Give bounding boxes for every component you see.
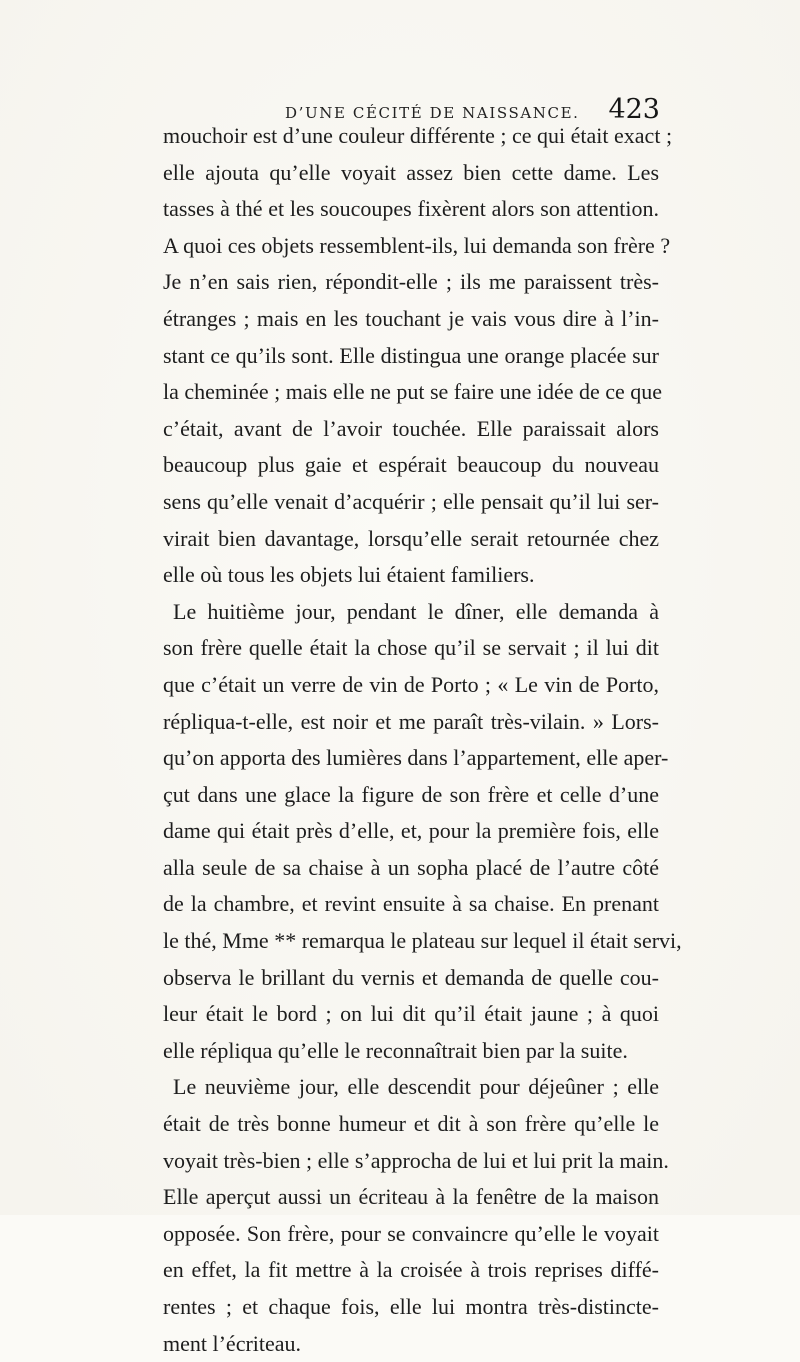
text-line: elle où tous les objets lui étaient familiers. <box>163 562 535 588</box>
text-line: çut dans une glace la figure de son frère et celle d’une <box>163 781 659 807</box>
text-line: beaucoup plus gaie et espérait beaucoup du nouveau <box>163 452 659 478</box>
text-line: Le huitième jour, pendant le dîner, elle demanda à <box>173 598 659 624</box>
text-line: opposée. Son frère, pour se convaincre qu’elle le voyait <box>163 1220 659 1246</box>
text-line: sens qu’elle venait d’acquérir ; elle pensait qu’il lui ser- <box>163 488 659 514</box>
text-line: leur était le bord ; on lui dit qu’il était jaune ; à quoi <box>163 1001 659 1027</box>
body-text <box>163 118 682 1362</box>
text-line: tasses à thé et les soucoupes fixèrent alors son attention. <box>163 196 659 222</box>
text-line: que c’était un verre de vin de Porto ; « Le vin de Porto, <box>163 671 659 697</box>
text-line: ment l’écriteau. <box>163 1330 302 1356</box>
text-line: Elle aperçut aussi un écriteau à la fenêtre de la maison <box>163 1184 659 1210</box>
text-line: la cheminée ; mais elle ne put se faire une idée de ce que <box>163 379 663 405</box>
text-line: qu’on apporta des lumières dans l’appartement, elle aper- <box>163 745 669 771</box>
text-line: Je n’en sais rien, répondit-elle ; ils me paraissent très- <box>163 269 659 295</box>
page-number: 423 <box>608 94 660 125</box>
text-line: elle répliqua qu’elle le reconnaîtrait bien par la suite. <box>163 1037 628 1063</box>
text-line: elle ajouta qu’elle voyait assez bien cette dame. Les <box>163 159 659 185</box>
text-line: rentes ; et chaque fois, elle lui montra très-distincte- <box>163 1294 659 1319</box>
text-line: A quoi ces objets ressemblent-ils, lui demanda son frère ? <box>163 232 671 258</box>
page-header <box>160 78 660 125</box>
text-line: virait bien davantage, lorsqu’elle serait retournée chez <box>163 525 659 551</box>
text-line: étranges ; mais en les touchant je vais vous dire à l’in- <box>163 305 659 331</box>
running-head: D’UNE CÉCITÉ DE NAISSANCE. <box>285 104 580 122</box>
text-line: Le neuvième jour, elle descendit pour déjeûner ; elle <box>173 1074 659 1100</box>
text-line: en effet, la fit mettre à la croisée à trois reprises diffé- <box>163 1257 659 1283</box>
text-line: voyait très-bien ; elle s’approcha de lui et lui prit la main. <box>163 1147 669 1173</box>
text-line: était de très bonne humeur et dit à son frère qu’elle le <box>163 1111 659 1137</box>
text-line: son frère quelle était la chose qu’il se servait ; il lui dit <box>163 635 659 661</box>
text-line: alla seule de sa chaise à un sopha placé de l’autre côté <box>163 854 659 880</box>
text-line: mouchoir est d’une couleur différente ; ce qui était exact ; <box>163 123 673 148</box>
text-line: répliqua-t-elle, est noir et me paraît très-vilain. » Lors- <box>163 708 659 734</box>
text-line: de la chambre, et revint ensuite à sa chaise. En prenant <box>163 891 659 917</box>
text-line: c’était, avant de l’avoir touchée. Elle paraissait alors <box>163 415 659 441</box>
text-line: observa le brillant du vernis et demanda de quelle cou- <box>163 964 659 990</box>
text-line: stant ce qu’ils sont. Elle distingua une orange placée sur <box>163 342 659 368</box>
text-line: dame qui était près d’elle, et, pour la première fois, elle <box>163 818 659 844</box>
text-line: le thé, Mme ** remarqua le plateau sur lequel il était servi, <box>163 928 682 954</box>
